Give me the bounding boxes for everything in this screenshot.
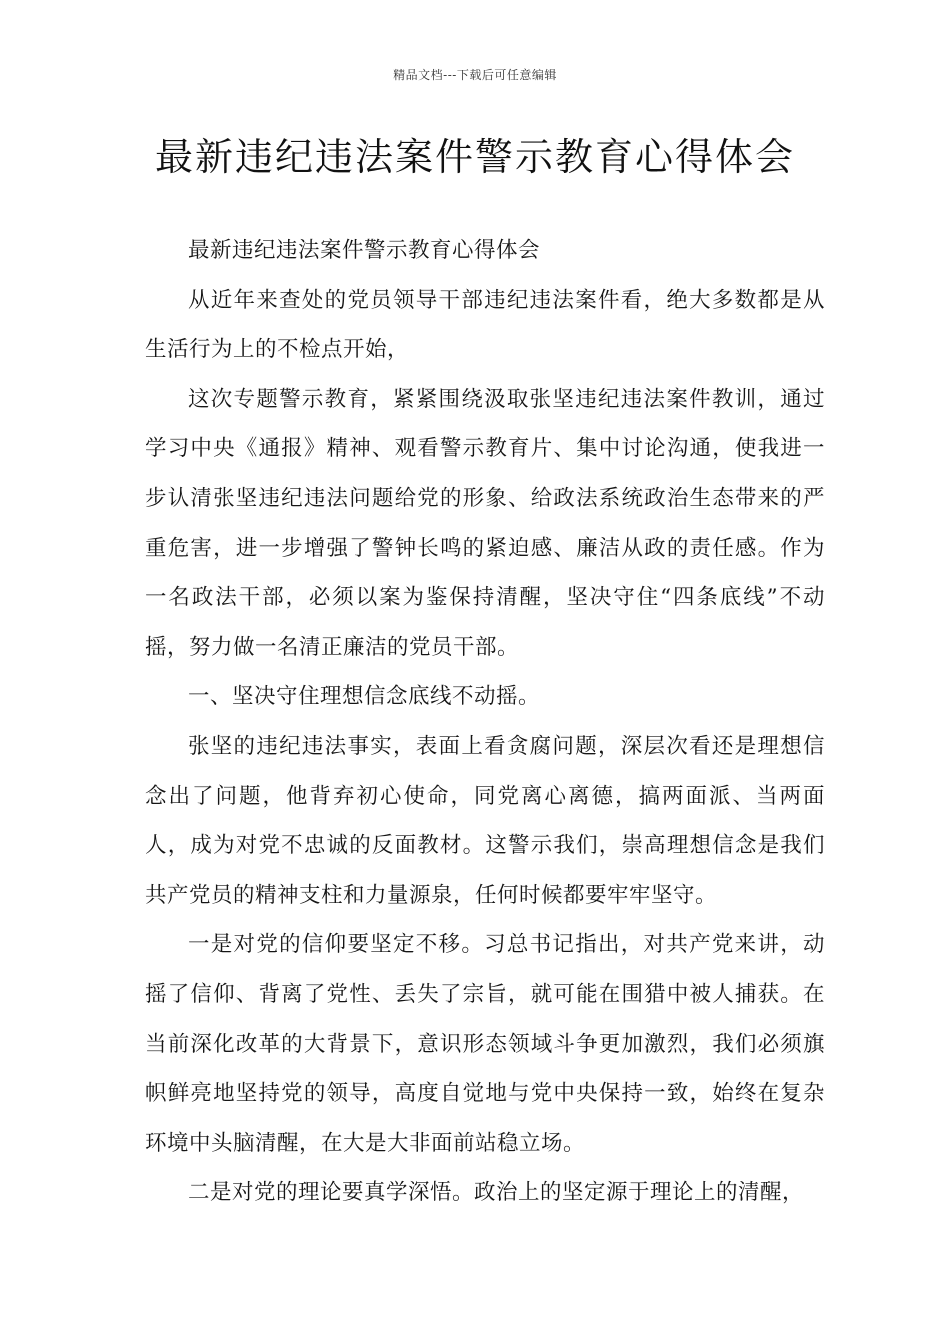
- paragraph: 这次专题警示教育，紧紧围绕汲取张坚违纪违法案件教训，通过学习中央《通报》精神、观看警示教育片、集中讨论沟通，使我进一步认清张坚违纪违法问题给党的形象、给政法系统政治生态带来的严重危害，进一步增强了警钟长鸣的紧迫感、廉洁从政的责任感。作为一名政法干部，必须以案为鉴保持清醒，坚决守住“四条底线”不动摇，努力做一名清正廉洁的党员干部。: [145, 386, 825, 660]
- header-note: 精品文档---下载后可任意编辑: [393, 68, 557, 82]
- paragraph: 二是对党的理论要真学深悟。政治上的坚定源于理论上的清醒，: [188, 1180, 805, 1206]
- paragraph-subtitle: 最新违纪违法案件警示教育心得体会: [188, 238, 541, 263]
- paragraph: 从近年来查处的党员领导干部违纪违法案件看，绝大多数都是从生活行为上的不检点开始，: [145, 287, 825, 363]
- section-heading: 一、坚决守住理想信念底线不动摇。: [188, 684, 541, 710]
- document-title: 最新违纪违法案件警示教育心得体会: [154, 135, 795, 179]
- paragraph: 一是对党的信仰要坚定不移。习总书记指出，对共产党来讲，动摇了信仰、背离了党性、丢失了宗旨，就可能在围猎中被人捕获。在当前深化改革的大背景下，意识形态领域斗争更加激烈，我们必须旗帜鲜亮地坚持党的领导，高度自觉地与党中央保持一致，始终在复杂环境中头脑清醒，在大是大非面前站稳立场。: [145, 932, 825, 1156]
- paragraph: 张坚的违纪违法事实，表面上看贪腐问题，深层次看还是理想信念出了问题，他背弃初心使命，同党离心离德，搞两面派、当两面人，成为对党不忠诚的反面教材。这警示我们，崇高理想信念是我们共产党员的精神支柱和力量源泉，任何时候都要牢牢坚守。: [145, 733, 825, 908]
- document-body: [145, 226, 825, 1218]
